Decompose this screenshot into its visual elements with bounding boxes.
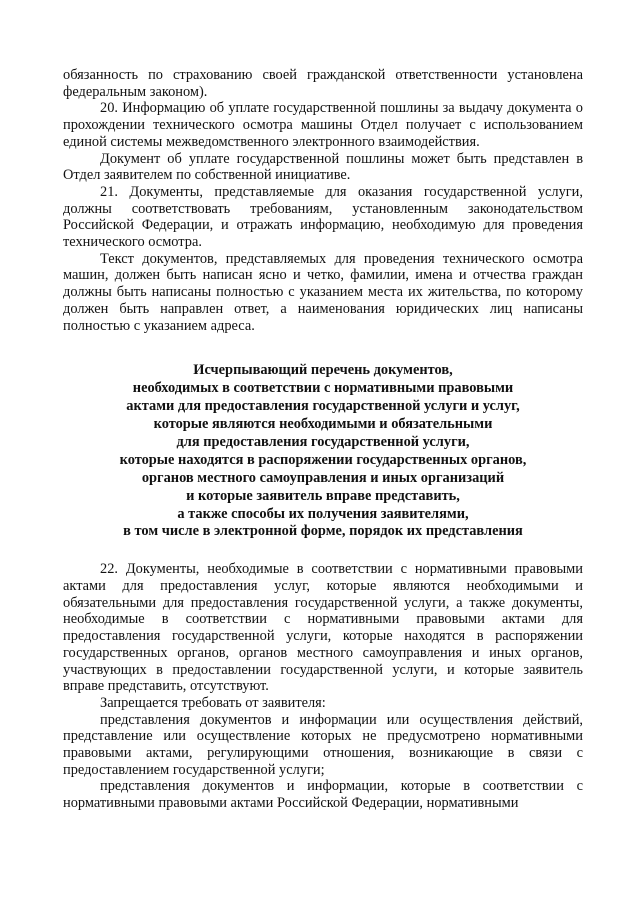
heading-line: актами для предоставления государственной услуги и услуг, bbox=[126, 398, 520, 415]
paragraph-prohibition-item-2: представления документов и информации, которые в соответствии с нормативными правовыми актами Российской Федерации, нормативными bbox=[63, 778, 583, 812]
paragraph-prohibition-item-1: представления документов и информации или осуществления действий, представление или осуществление которых не предусмотрено нормативными правовыми актами, регулирующими отношения, возникающие в связи с предоставлением государственной услуги; bbox=[63, 711, 583, 778]
paragraph-fee-document: Документ об уплате государственной пошлины может быть представлен в Отдел заявителем по собственной инициативе. bbox=[63, 150, 583, 184]
paragraph-21: 21. Документы, представляемые для оказания государственной услуги, должны соответствовать требованиям, установленным законодательством Российской Федерации, и отражать информацию, необходимую для проведения технического осмотра. bbox=[63, 183, 583, 251]
paragraph-20: 20. Информацию об уплате государственной пошлины за выдачу документа о прохождении технического осмотра машины Отдел получает с использованием единой системы межведомственного электронного взаимодействия. bbox=[63, 100, 583, 150]
heading-line: и которые заявитель вправе представить, bbox=[186, 487, 460, 504]
heading-line: в том числе в электронной форме, порядок их представления bbox=[123, 523, 523, 540]
heading-line: органов местного самоуправления и иных организаций bbox=[141, 469, 505, 486]
heading-line: которые находятся в распоряжении государственных органов, bbox=[119, 451, 527, 468]
section-heading bbox=[63, 362, 583, 541]
paragraph-prohibition: Запрещается требовать от заявителя: bbox=[100, 694, 326, 711]
heading-line: для предоставления государственной услуги, bbox=[176, 433, 470, 450]
heading-line: Исчерпывающий перечень документов, bbox=[193, 362, 453, 379]
paragraph-text-requirements: Текст документов, представляемых для проведения технического осмотра машин, должен быть написан ясно и четко, фамилии, имена и отчества граждан должны быть написаны полностью с указанием места их жительства, по которому должен быть направлен ответ, а наименования юридических лиц написаны полностью с указанием адреса. bbox=[63, 250, 583, 334]
heading-line: необходимых в соответствии с нормативными правовыми bbox=[132, 380, 514, 397]
paragraph-continuation: обязанность по страхованию своей гражданской ответственности установлена федеральным законом). bbox=[63, 67, 583, 100]
heading-line: а также способы их получения заявителями, bbox=[177, 505, 469, 522]
heading-line: которые являются необходимыми и обязательными bbox=[153, 415, 493, 432]
document-body bbox=[63, 67, 583, 812]
paragraph-22: 22. Документы, необходимые в соответствии с нормативными правовыми актами для предоставления услуг, которые являются необходимыми и обязательными для предоставления государственной услуги, а также документы, необходимые в соответствии с нормативными правовыми актами для предоставления государственной услуги, которые находятся в распоряжении государственных органов, органов местного самоуправления и иных органов, участвующих в предоставлении государственной услуги, и которые заявитель вправе представить, отсутствуют. bbox=[63, 561, 583, 695]
